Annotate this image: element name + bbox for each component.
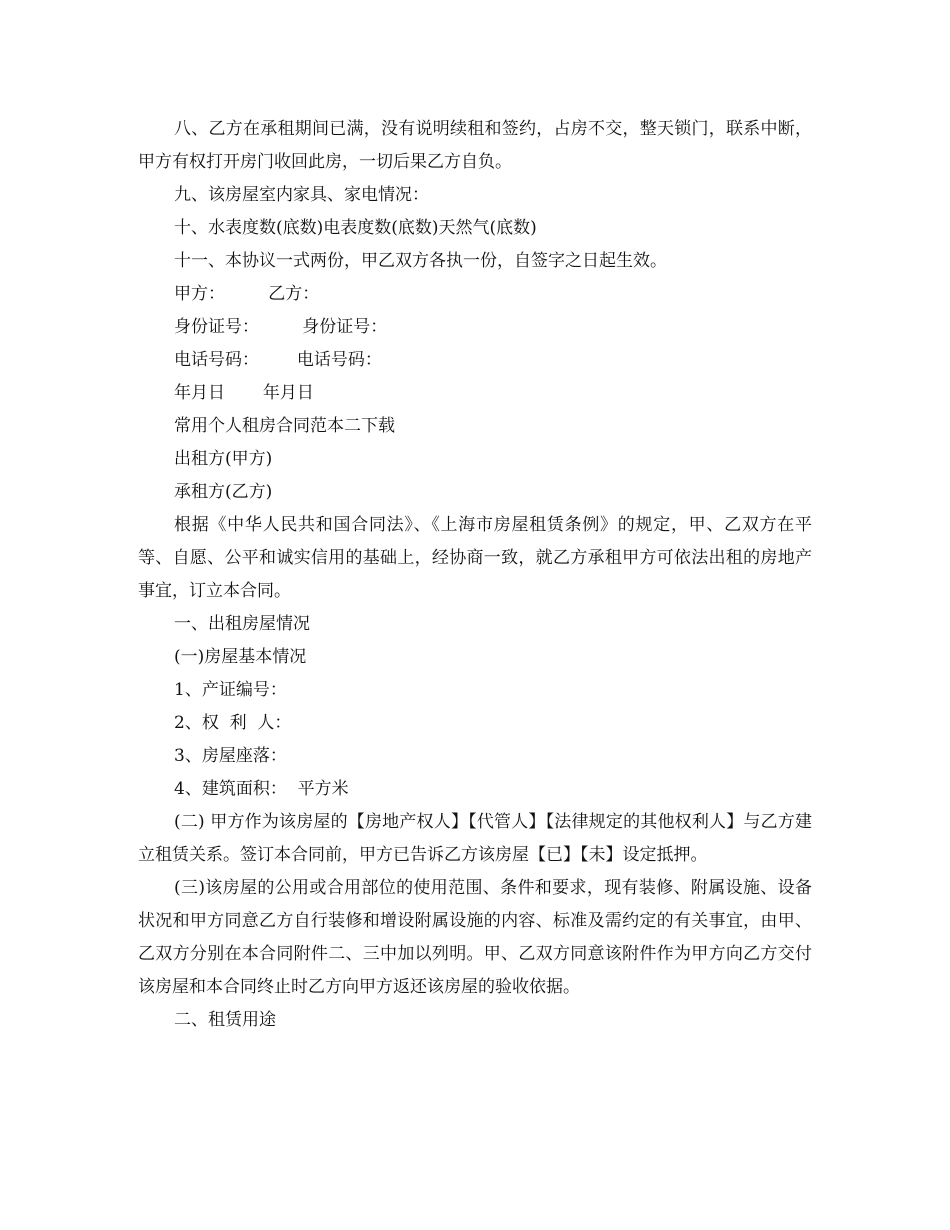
signature-parties: 甲方： 乙方： <box>174 284 320 304</box>
section-title: 常用个人租房合同范本二下载 <box>174 416 395 436</box>
signature-id-number: 身份证号： 身份证号： <box>174 317 388 337</box>
heading-lease-purpose: 二、租赁用途 <box>174 1010 276 1030</box>
subheading-basic-info: (一)房屋基本情况 <box>174 647 307 667</box>
field-right-holder: 2、权 利 人： <box>174 713 292 733</box>
preamble: 根据《中华人民共和国合同法》、《上海市房屋租赁条例》的规定，甲、乙双方在平等、自愿、公平和诚实信用的基础上，经协商一致，就乙方承租甲方可依法出租的房地产事宜，订立本合同。 <box>138 515 812 601</box>
lessor-label: 出租方(甲方) <box>174 449 273 469</box>
clause-ownership: (二) 甲方作为该房屋的【房地产权人】【代管人】【法律规定的其他权利人】与乙方建立租赁关系。签订本合同前，甲方已告诉乙方该房屋【已】【未】设定抵押。 <box>138 812 812 865</box>
clause-10: 十、水表度数(底数)电表度数(底数)天然气(底数) <box>174 218 537 238</box>
clause-11: 十一、本协议一式两份，甲乙双方各执一份，自签字之日起生效。 <box>174 251 667 271</box>
lessee-label: 承租方(乙方) <box>174 482 273 502</box>
clause-facilities: (三)该房屋的公用或合用部位的使用范围、条件和要求，现有装修、附属设施、设备状况和甲方同意乙方自行装修和增设附属设施的内容、标准及需约定的有关事宜，由甲、乙双方分别在本合同附件二、三中加以列明。甲、乙双方同意该附件作为甲方向乙方交付该房屋和本合同终止时乙方向甲方返还该房屋的验收依据。 <box>138 878 812 997</box>
clause-8: 八、乙方在承租期间已满，没有说明续租和签约，占房不交，整天锁门，联系中断，甲方有权打开房门收回此房，一切后果乙方自负。 <box>138 119 812 172</box>
signature-phone: 电话号码： 电话号码： <box>174 350 382 370</box>
heading-rental-property: 一、出租房屋情况 <box>174 614 310 634</box>
clause-9: 九、该房屋室内家具、家电情况： <box>174 185 429 205</box>
field-location: 3、房屋座落： <box>174 746 287 766</box>
signature-date: 年月日 年月日 <box>174 383 314 403</box>
field-floor-area: 4、建筑面积： 平方米 <box>174 779 349 799</box>
field-certificate-number: 1、产证编号： <box>174 680 287 700</box>
